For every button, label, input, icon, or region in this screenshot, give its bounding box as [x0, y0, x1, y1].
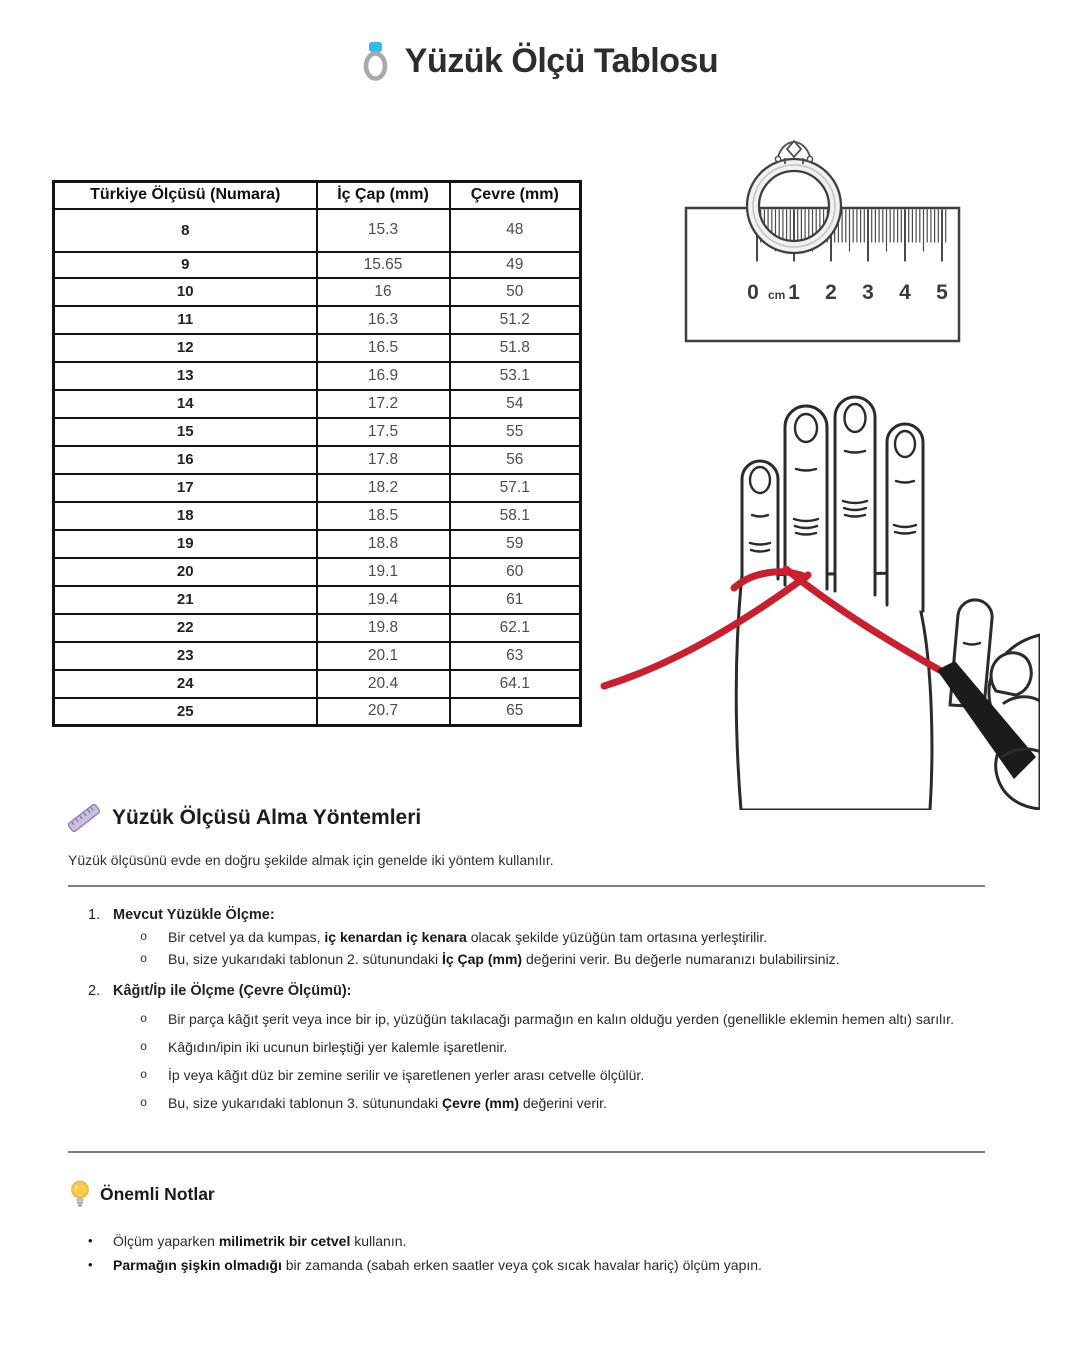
- bullet-text: değerini verir. Bu değerle numaranızı bulabilirsiniz.: [522, 951, 840, 967]
- size-cell: 9: [54, 252, 317, 278]
- circumference-cell: 64.1: [450, 670, 581, 698]
- diameter-cell: 18.2: [317, 474, 450, 502]
- table-row: [54, 586, 581, 614]
- bullet-text: Bir cetvel ya da kumpas,: [168, 929, 325, 945]
- diameter-cell: 16.9: [317, 362, 450, 390]
- table-row: [54, 698, 581, 726]
- note-bold-text: Parmağın şişkin olmadığı: [113, 1257, 282, 1273]
- bullet-text: olacak şekilde yüzüğün tam ortasına yerleştirilir.: [466, 929, 768, 945]
- ruler-icon: [68, 804, 100, 832]
- diameter-cell: 16.3: [317, 306, 450, 334]
- bullet-marker: o: [140, 930, 148, 944]
- table-row: [54, 362, 581, 390]
- diameter-cell: 17.8: [317, 446, 450, 474]
- ring-on-ruler-illustration: [672, 128, 972, 348]
- bullet-marker: •: [88, 1233, 93, 1248]
- table-row: [54, 306, 581, 334]
- circumference-cell: 49: [450, 252, 581, 278]
- note-text: bir zamanda (sabah erken saatler veya çok sıcak havalar hariç) ölçüm yapın.: [281, 1257, 762, 1273]
- item-title: Mevcut Yüzükle Ölçme:: [113, 907, 275, 923]
- bullet-text: Bu, size yukarıdaki tablonun 3. sütunundaki: [168, 1095, 442, 1111]
- ring-size-table: [52, 180, 582, 727]
- table-row: [54, 334, 581, 362]
- size-cell: 18: [54, 502, 317, 530]
- diameter-cell: 20.7: [317, 698, 450, 726]
- size-cell: 11: [54, 306, 317, 334]
- table-row: [54, 530, 581, 558]
- method-bullet: [140, 1039, 985, 1055]
- note-text: kullanın.: [350, 1233, 407, 1249]
- size-cell: 15: [54, 418, 317, 446]
- table-row: [54, 252, 581, 278]
- diameter-cell: 17.5: [317, 418, 450, 446]
- note-bullet: [88, 1257, 985, 1273]
- col-header-size: Türkiye Ölçüsü (Numara): [54, 182, 317, 209]
- diameter-cell: 15.65: [317, 252, 450, 278]
- divider: [68, 1151, 985, 1153]
- bullet-bold-text: Çevre (mm): [441, 1095, 519, 1111]
- table-row: [54, 502, 581, 530]
- table-row: [54, 642, 581, 670]
- diameter-cell: 19.1: [317, 558, 450, 586]
- col-header-circumference: Çevre (mm): [450, 182, 581, 209]
- diameter-cell: 18.5: [317, 502, 450, 530]
- bullet-bold-text: iç kenardan iç kenara: [324, 929, 467, 945]
- circumference-cell: 51.8: [450, 334, 581, 362]
- bullet-bold-text: İç Çap (mm): [441, 951, 523, 967]
- size-cell: 17: [54, 474, 317, 502]
- circumference-cell: 56: [450, 446, 581, 474]
- lightbulb-icon: [70, 1180, 90, 1209]
- bullet-marker: o: [140, 952, 148, 966]
- col-header-diameter: İç Çap (mm): [317, 182, 450, 209]
- table-row: [54, 446, 581, 474]
- ruler-label-5: 5: [936, 281, 948, 304]
- size-cell: 20: [54, 558, 317, 586]
- circumference-cell: 57.1: [450, 474, 581, 502]
- ring-icon: [362, 40, 389, 82]
- bullet-text: değerini verir.: [518, 1095, 607, 1111]
- note-text: Ölçüm yaparken: [113, 1233, 219, 1249]
- circumference-cell: 63: [450, 642, 581, 670]
- notes-section-header: [70, 1180, 985, 1209]
- method-bullet: [140, 951, 985, 967]
- methods-section-header: [68, 804, 985, 832]
- diameter-cell: 15.3: [317, 209, 450, 252]
- ruler-unit-label: cm: [768, 288, 786, 302]
- page-title: Yüzük Ölçü Tablosu: [404, 41, 719, 80]
- circumference-cell: 50: [450, 278, 581, 306]
- size-cell: 16: [54, 446, 317, 474]
- circumference-cell: 65: [450, 698, 581, 726]
- diameter-cell: 20.4: [317, 670, 450, 698]
- table-row: [54, 614, 581, 642]
- methods-heading: Yüzük Ölçüsü Alma Yöntemleri: [112, 806, 422, 829]
- bullet-text: Bu, size yukarıdaki tablonun 2. sütunundaki: [168, 951, 442, 967]
- table-row: [54, 209, 581, 252]
- method-bullet: [140, 1095, 985, 1111]
- method-bullet: [140, 1067, 985, 1083]
- bullet-marker: o: [140, 1040, 148, 1054]
- size-cell: 14: [54, 390, 317, 418]
- item-number: 2.: [88, 983, 101, 999]
- diameter-cell: 16.5: [317, 334, 450, 362]
- table-row: [54, 558, 581, 586]
- circumference-cell: 62.1: [450, 614, 581, 642]
- size-cell: 19: [54, 530, 317, 558]
- table-row: [54, 474, 581, 502]
- ruler-label-1: 1: [788, 281, 800, 304]
- bullet-marker: o: [140, 1012, 148, 1026]
- table-row: [54, 418, 581, 446]
- item-title: Kâğıt/İp ile Ölçme (Çevre Ölçümü):: [113, 983, 352, 999]
- table-row: [54, 670, 581, 698]
- size-cell: 8: [54, 209, 317, 252]
- divider: [68, 885, 985, 887]
- ruler-label-0: 0: [747, 281, 759, 304]
- circumference-cell: 53.1: [450, 362, 581, 390]
- method-item: [68, 983, 985, 1111]
- bullet-marker: o: [140, 1096, 148, 1110]
- circumference-cell: 48: [450, 209, 581, 252]
- size-cell: 10: [54, 278, 317, 306]
- diameter-cell: 18.8: [317, 530, 450, 558]
- bullet-text: Kâğıdın/ipin iki ucunun birleştiği yer kalemle işaretlenir.: [168, 1039, 508, 1055]
- size-cell: 22: [54, 614, 317, 642]
- bullet-marker: •: [88, 1257, 93, 1272]
- circumference-cell: 51.2: [450, 306, 581, 334]
- ruler-label-2: 2: [825, 281, 837, 304]
- table-row: [54, 278, 581, 306]
- hand-string-illustration: [600, 373, 1040, 810]
- ruler-label-4: 4: [899, 281, 911, 304]
- circumference-cell: 60: [450, 558, 581, 586]
- bullet-text: İp veya kâğıt düz bir zemine serilir ve işaretlenen yerler arası cetvelle ölçülür.: [168, 1067, 645, 1083]
- diameter-cell: 20.1: [317, 642, 450, 670]
- size-cell: 23: [54, 642, 317, 670]
- item-number: 1.: [88, 907, 101, 923]
- diameter-cell: 16: [317, 278, 450, 306]
- circumference-cell: 59: [450, 530, 581, 558]
- bullet-text: Bir parça kâğıt şerit veya ince bir ip, yüzüğün takılacağı parmağın en kalın olduğu yerden (genellikle eklemin hemen altı) sarılır.: [168, 1011, 954, 1027]
- notes-heading: Önemli Notlar: [100, 1184, 215, 1204]
- diameter-cell: 17.2: [317, 390, 450, 418]
- methods-list: [68, 907, 985, 1111]
- size-cell: 25: [54, 698, 317, 726]
- note-bold-text: milimetrik bir cetvel: [218, 1233, 351, 1249]
- document-header: [0, 40, 1080, 82]
- size-cell: 13: [54, 362, 317, 390]
- diameter-cell: 19.4: [317, 586, 450, 614]
- circumference-cell: 58.1: [450, 502, 581, 530]
- ruler-label-3: 3: [862, 281, 874, 304]
- method-item: [68, 907, 985, 967]
- circumference-cell: 55: [450, 418, 581, 446]
- note-bullet: [88, 1233, 985, 1249]
- size-cell: 21: [54, 586, 317, 614]
- circumference-cell: 61: [450, 586, 581, 614]
- size-cell: 12: [54, 334, 317, 362]
- methods-intro: Yüzük ölçüsünü evde en doğru şekilde almak için genelde iki yöntem kullanılır.: [68, 852, 554, 868]
- circumference-cell: 54: [450, 390, 581, 418]
- diameter-cell: 19.8: [317, 614, 450, 642]
- method-bullet: [140, 929, 985, 945]
- table-header-row: [54, 182, 581, 209]
- bullet-marker: o: [140, 1068, 148, 1082]
- size-cell: 24: [54, 670, 317, 698]
- method-bullet: [140, 1011, 985, 1027]
- content-area: [68, 804, 985, 1273]
- table-row: [54, 390, 581, 418]
